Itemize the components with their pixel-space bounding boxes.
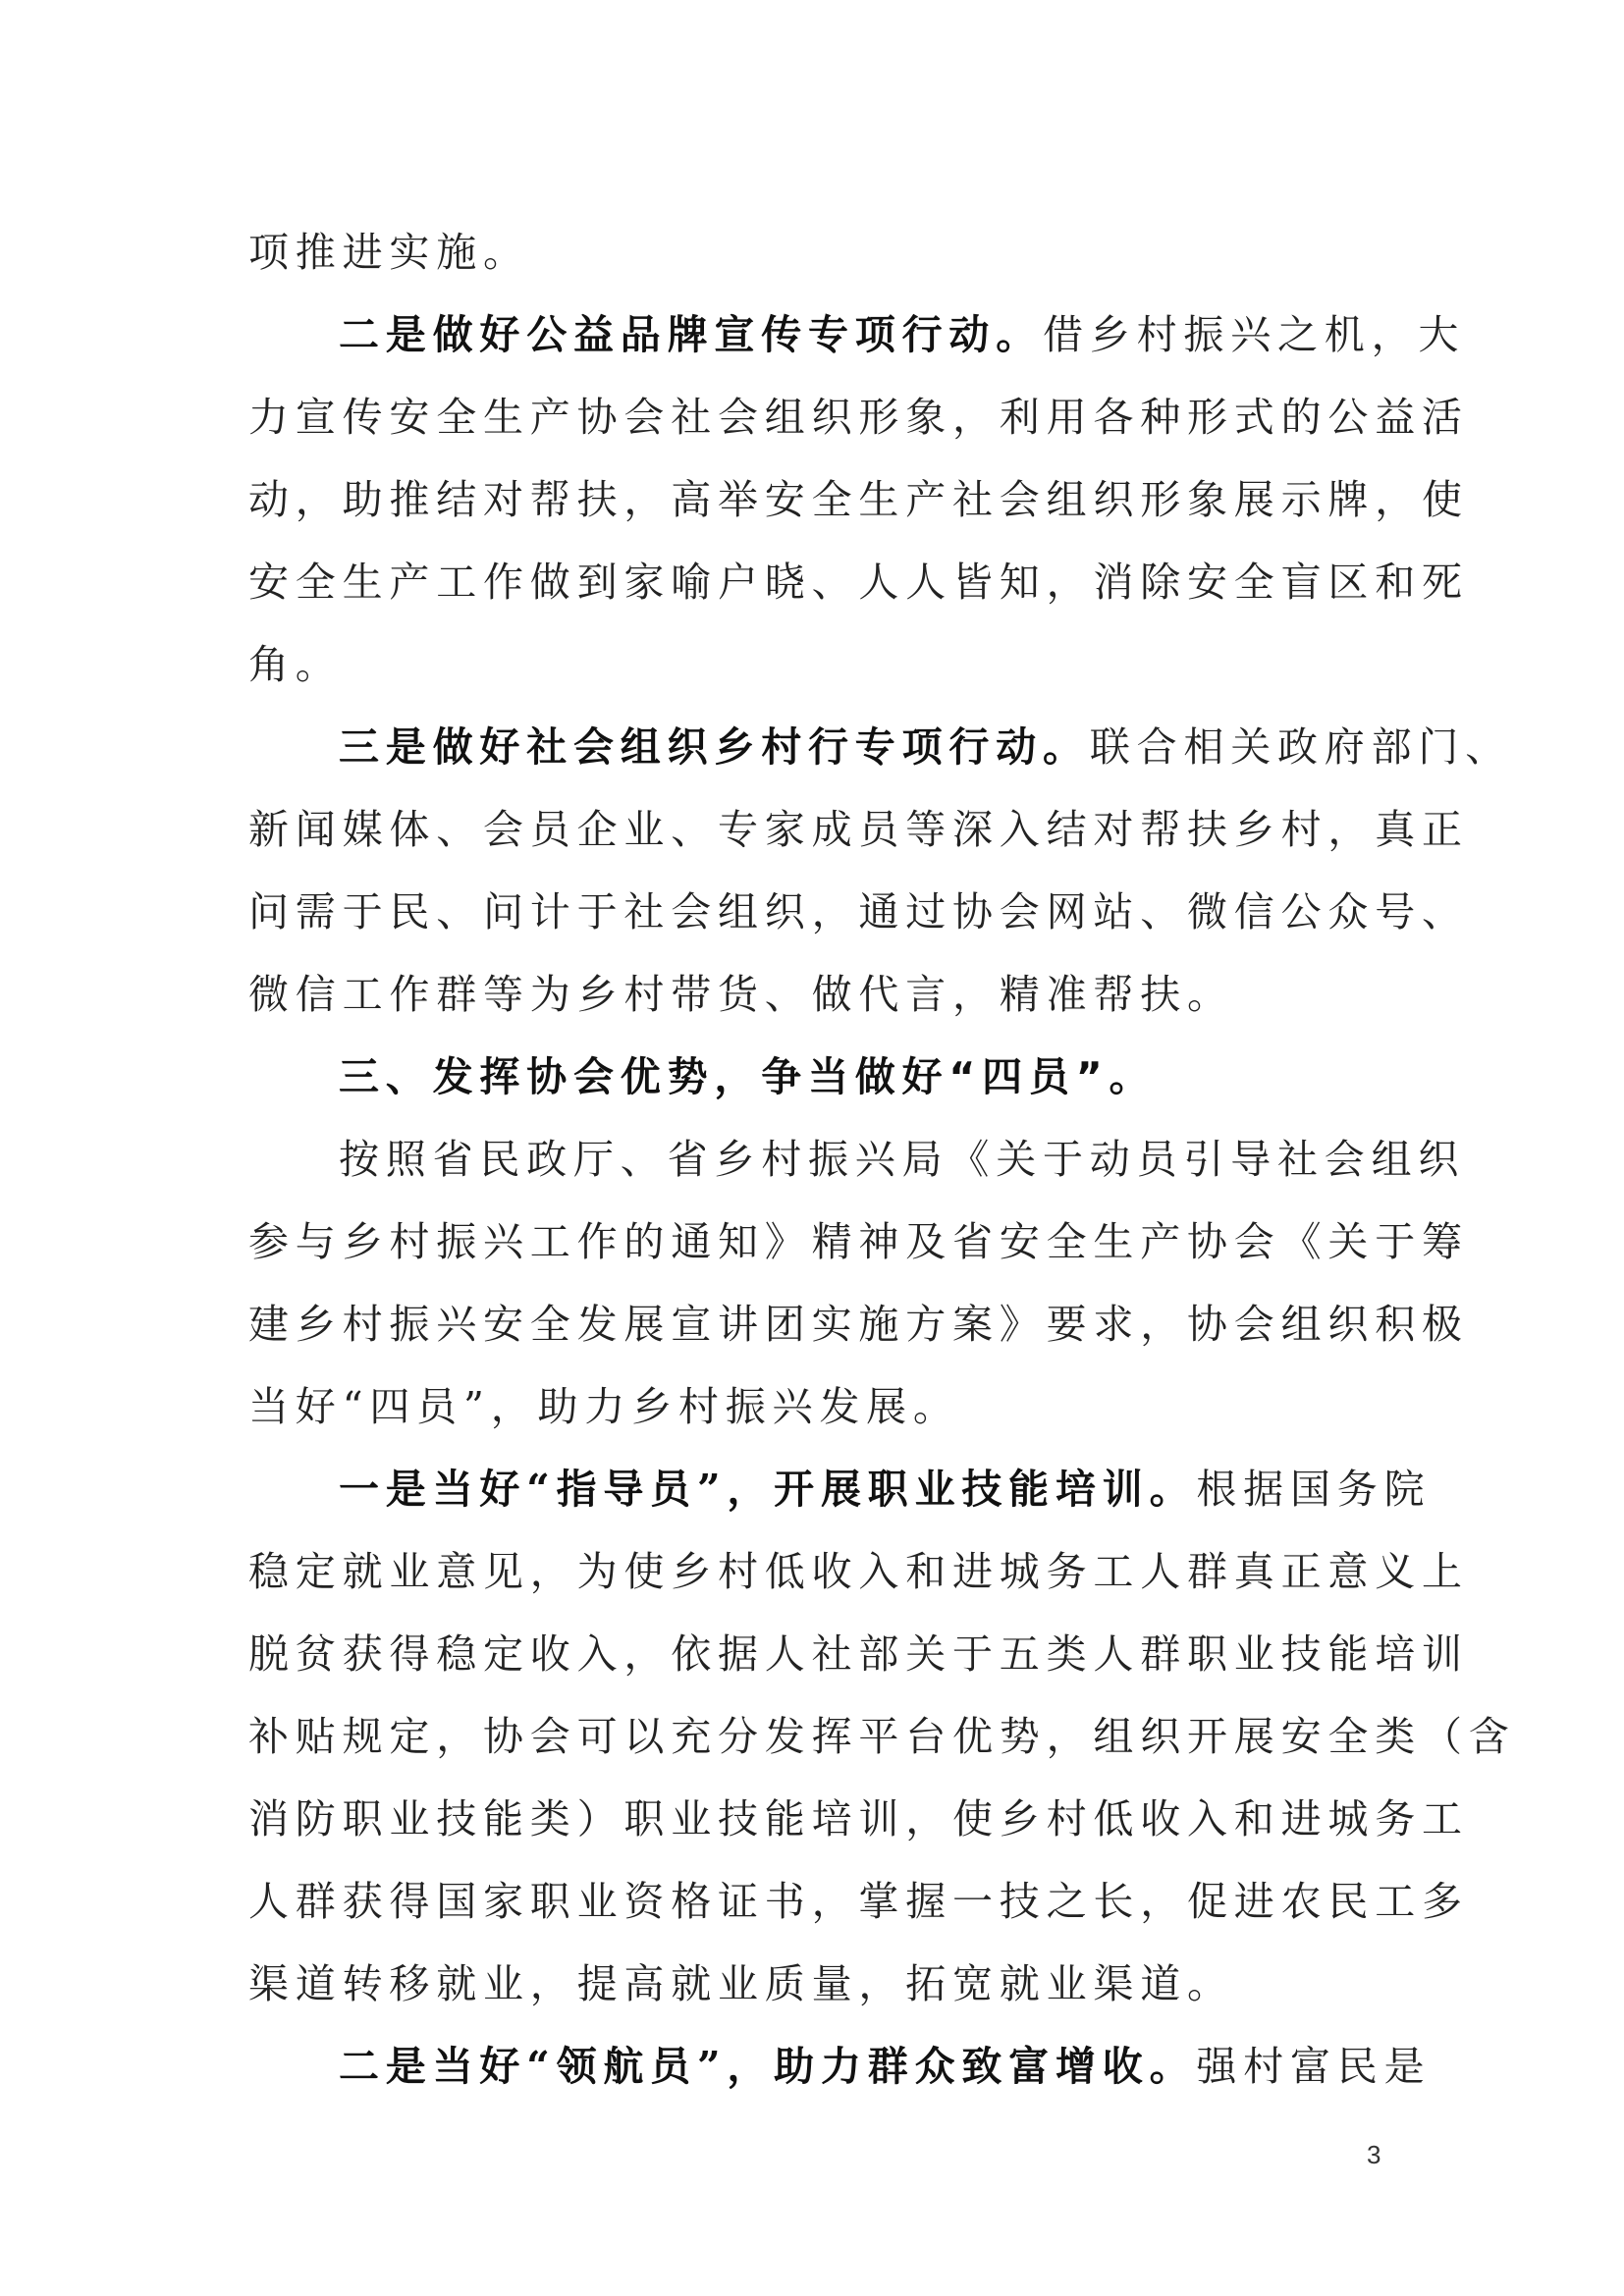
text-line (248, 623, 1387, 706)
line-text: 问需于民、问计于社会组织，通过协会网站、微信公众号、 (248, 888, 1469, 935)
body-text (248, 211, 1516, 2108)
text-line (248, 1118, 1466, 1201)
line-text: 参与乡村振兴工作的通知》精神及省安全生产协会《关于筹 (248, 1218, 1469, 1265)
text-line (248, 541, 1469, 623)
section-heading (248, 1036, 1387, 1118)
line-text: 稳定就业意见，为使乡村低收入和进城务工人群真正意义上 (248, 1548, 1469, 1595)
line-text: 根据国务院 (1196, 1466, 1432, 1513)
line-text: 补贴规定，协会可以充分发挥平台优势，组织开展安全类（含 (248, 1713, 1516, 1760)
line-text: 人群获得国家职业资格证书，掌握一技之长，促进农民工多 (248, 1878, 1469, 1925)
line-text: 借乡村振兴之机，大 (1043, 311, 1466, 358)
text-line (248, 1201, 1469, 1283)
text-line (248, 1448, 1432, 1530)
text-line (248, 1530, 1469, 1613)
line-text: 当好“四员”，助力乡村振兴发展。 (248, 1383, 960, 1430)
text-line (248, 2025, 1432, 2108)
text-line (248, 1613, 1469, 1695)
line-text: 强村富民是 (1196, 2043, 1432, 2090)
paragraph-lead: 一是当好“指导员”，开展职业技能培训。 (339, 1466, 1197, 1513)
text-line (248, 1365, 1387, 1448)
text-line (248, 1860, 1469, 1943)
text-line (248, 1695, 1516, 1778)
text-line (248, 1943, 1387, 2025)
line-text: 力宣传安全生产协会社会组织形象，利用各种形式的公益活 (248, 394, 1469, 441)
text-line (248, 953, 1387, 1036)
text-line (248, 1283, 1469, 1365)
page-number: 3 (1367, 2140, 1381, 2169)
line-text: 新闻媒体、会员企业、专家成员等深入结对帮扶乡村，真正 (248, 806, 1469, 853)
paragraph-lead: 二是当好“领航员”，助力群众致富增收。 (339, 2043, 1197, 2090)
line-text: 联合相关政府部门、 (1089, 723, 1513, 771)
text-line (248, 376, 1469, 458)
line-text: 角。 (248, 641, 343, 688)
line-text: 建乡村振兴安全发展宣讲团实施方案》要求，协会组织积极 (248, 1301, 1469, 1348)
text-line (248, 706, 1513, 788)
line-text: 微信工作群等为乡村带货、做代言，精准帮扶。 (248, 971, 1234, 1018)
line-text: 渠道转移就业，提高就业质量，拓宽就业渠道。 (248, 1960, 1234, 2007)
text-line (248, 458, 1469, 541)
line-text: 消防职业技能类）职业技能培训，使乡村低收入和进城务工 (248, 1795, 1469, 1842)
text-line (248, 788, 1469, 871)
line-text: 动，助推结对帮扶，高举安全生产社会组织形象展示牌，使 (248, 476, 1469, 523)
paragraph-lead: 二是做好公益品牌宣传专项行动。 (339, 311, 1043, 358)
text-line (248, 871, 1469, 953)
text-line (248, 294, 1466, 376)
line-text: 脱贫获得稳定收入，依据人社部关于五类人群职业技能培训 (248, 1630, 1469, 1678)
text-line (248, 211, 1387, 294)
paragraph-lead: 三是做好社会组织乡村行专项行动。 (339, 723, 1090, 771)
line-text: 三、发挥协会优势，争当做好“四员”。 (339, 1053, 1157, 1100)
line-text: 项推进实施。 (248, 229, 530, 276)
text-line (248, 1778, 1469, 1860)
line-text: 安全生产工作做到家喻户晓、人人皆知，消除安全盲区和死 (248, 559, 1469, 606)
line-text: 按照省民政厅、省乡村振兴局《关于动员引导社会组织 (339, 1136, 1466, 1183)
